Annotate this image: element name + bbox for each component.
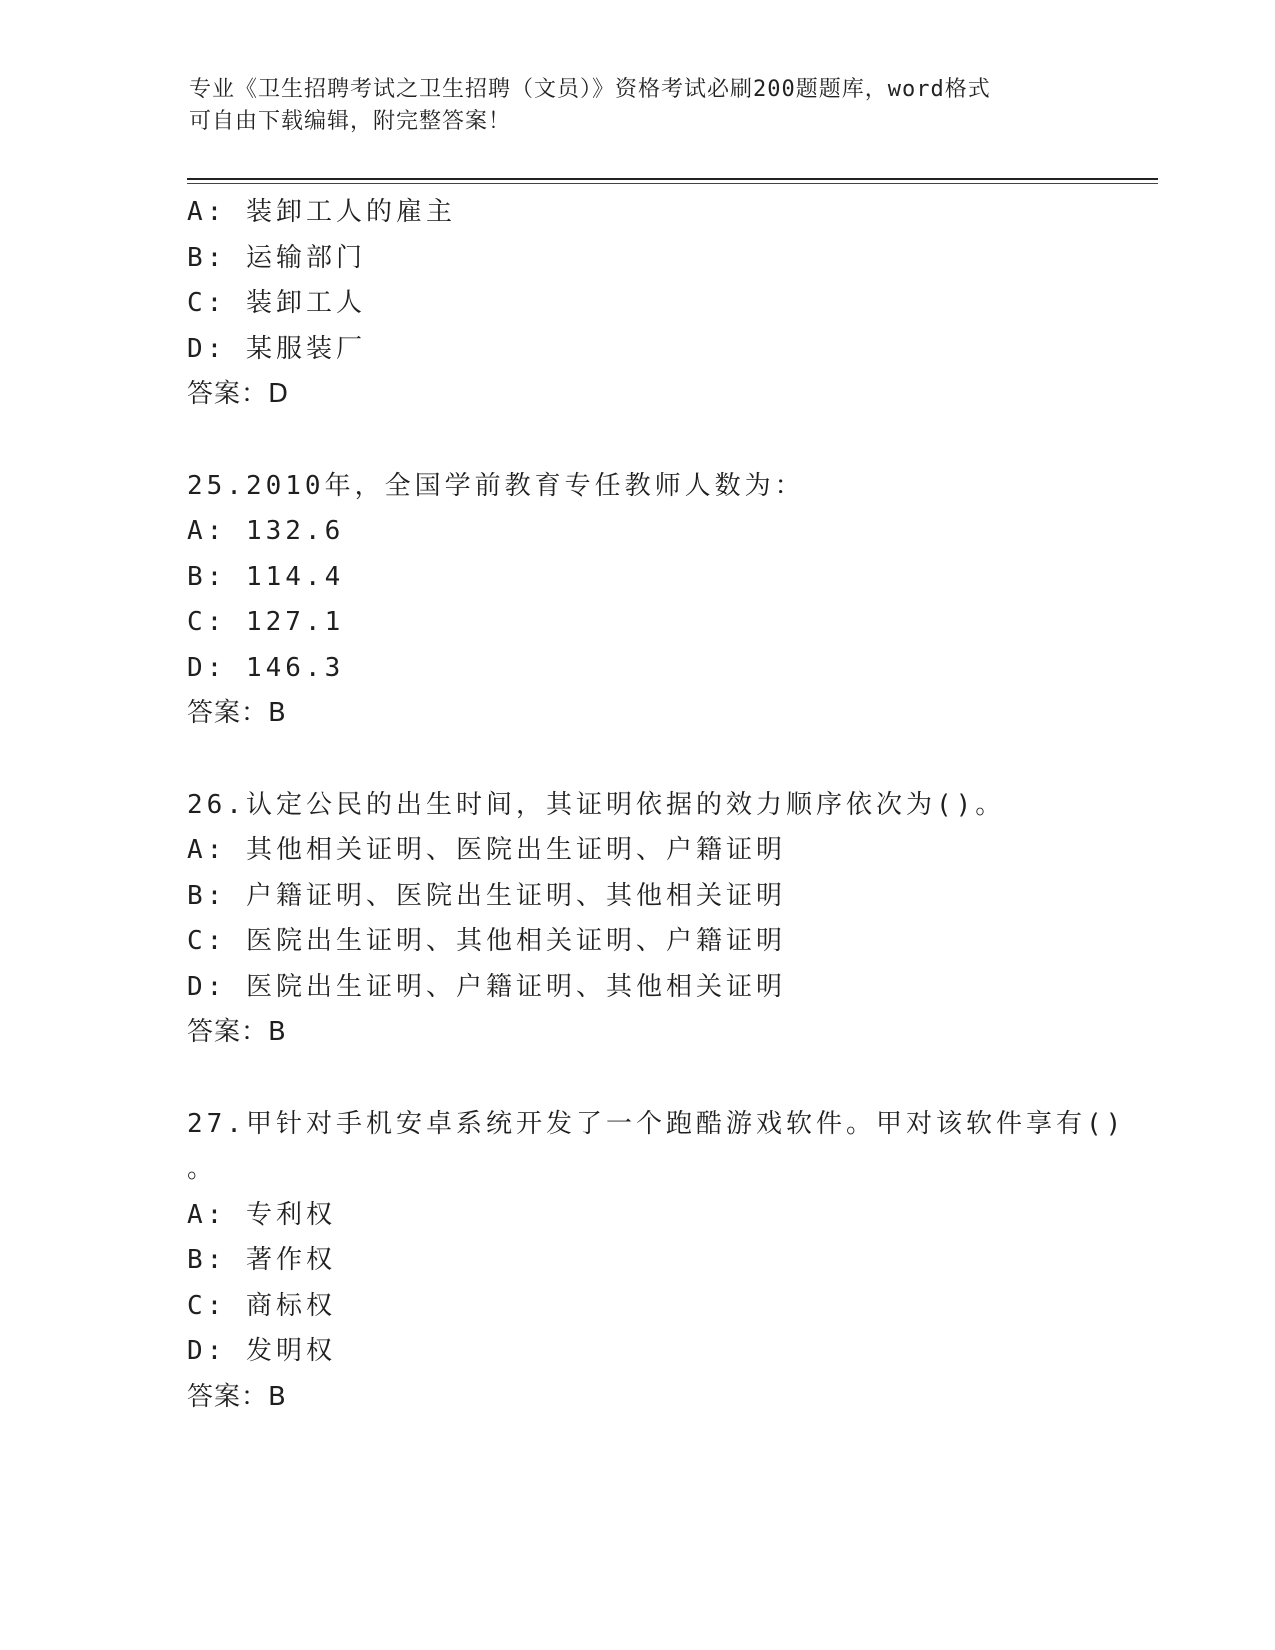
option-a: A: 装卸工人的雇主: [187, 197, 456, 227]
answer: 答案：B: [187, 1017, 287, 1047]
question-25: [187, 464, 1127, 737]
question-text-line-2: 。: [187, 1154, 218, 1184]
spacer: [187, 737, 1127, 783]
option-d: D: 医院出生证明、户籍证明、其他相关证明: [187, 971, 786, 1002]
option-a: A: 132.6: [187, 516, 345, 546]
question-text: 25.2010年，全国学前教育专任教师人数为：: [187, 470, 805, 501]
option-c: C: 商标权: [187, 1290, 336, 1321]
question-text-line-1: 27.甲针对手机安卓系统开发了一个跑酷游戏软件。甲对该软件享有(): [187, 1108, 1126, 1139]
spacer: [187, 418, 1127, 464]
option-b: B: 著作权: [187, 1245, 336, 1275]
option-d: D: 某服装厂: [187, 333, 366, 364]
option-c: C: 127.1: [187, 607, 345, 637]
option-c: C: 装卸工人: [187, 288, 366, 318]
header-line-2: 可自由下载编辑，附完整答案！: [189, 109, 512, 134]
answer: 答案：D: [187, 379, 290, 409]
question-text: 26.认定公民的出生时间，其证明依据的效力顺序依次为()。: [187, 789, 1006, 820]
header-line-1: 专业《卫生招聘考试之卫生招聘（文员）》资格考试必刷200题题库，word格式: [189, 77, 991, 102]
spacer: [187, 1056, 1127, 1102]
option-d: D: 发明权: [187, 1336, 336, 1366]
option-c: C: 医院出生证明、其他相关证明、户籍证明: [187, 926, 786, 956]
answer: 答案：B: [187, 698, 287, 728]
header-divider-thick: [187, 178, 1158, 180]
document-header: [189, 74, 1089, 138]
option-b: B: 114.4: [187, 561, 345, 592]
option-b: B: 户籍证明、医院出生证明、其他相关证明: [187, 880, 786, 911]
option-d: D: 146.3: [187, 652, 345, 683]
question-list: [187, 190, 1127, 1420]
option-b: B: 运输部门: [187, 242, 366, 273]
question-26: [187, 783, 1127, 1056]
option-a: A: 其他相关证明、医院出生证明、户籍证明: [187, 835, 786, 865]
header-divider-thin: [187, 183, 1158, 184]
question-27: [187, 1102, 1127, 1421]
answer: 答案：B: [187, 1381, 287, 1412]
question-24: [187, 190, 1127, 418]
option-a: A: 专利权: [187, 1199, 336, 1230]
